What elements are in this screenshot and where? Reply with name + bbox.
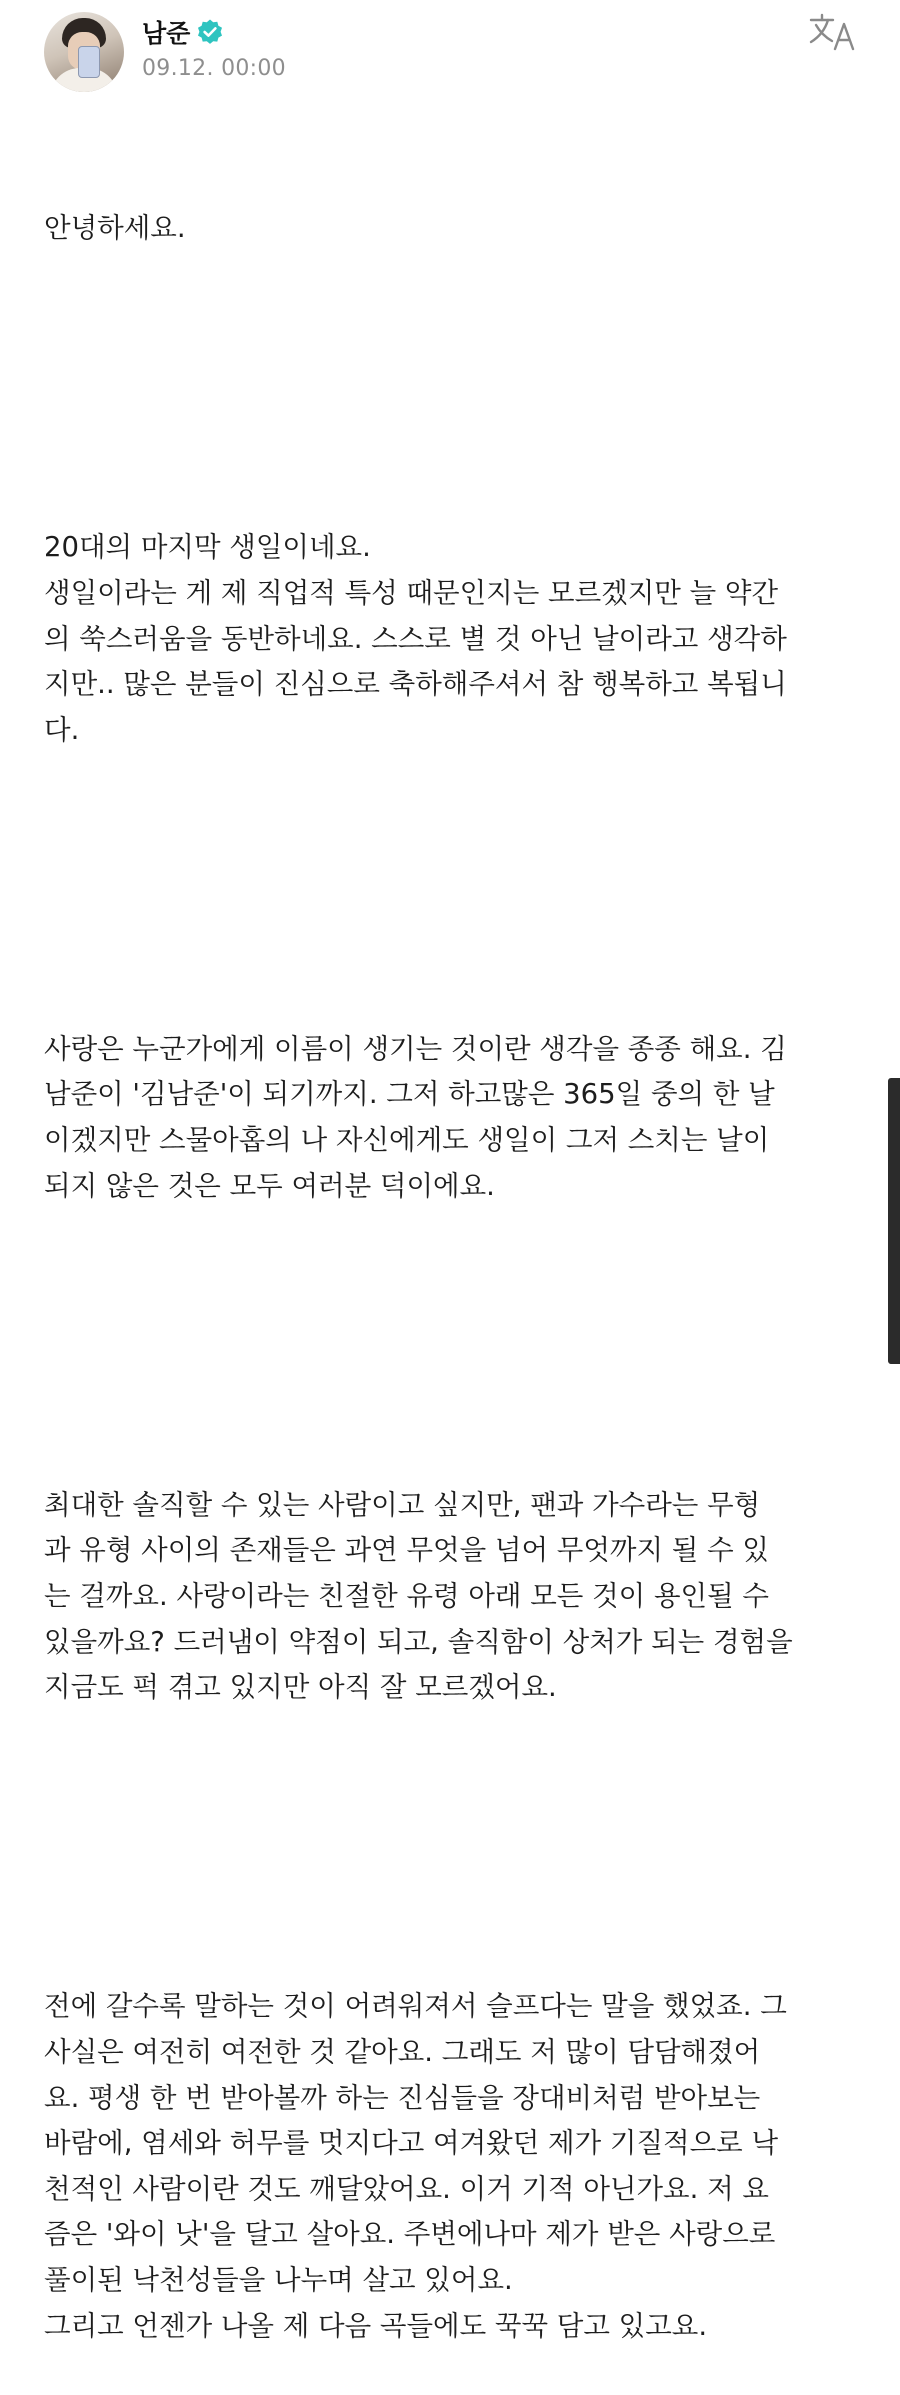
post-timestamp: 09.12. 00:00 — [142, 56, 286, 81]
text-line: 안녕하세요. — [44, 212, 186, 245]
text-line: 지금도 퍽 겪고 있지만 아직 잘 모르겠어요. — [44, 1671, 557, 1704]
text-line: 최대한 솔직할 수 있는 사람이고 싶지만, 팬과 가수라는 무형 — [44, 1488, 761, 1521]
text-line: 남준이 '김남준'이 되기까지. 그저 하고많은 365일 중의 한 날 — [44, 1078, 775, 1111]
paragraph-optimism — [44, 1984, 860, 2349]
text-line: 과 유형 사이의 존재들은 과연 무엇을 넘어 무엇까지 될 수 있 — [44, 1534, 769, 1567]
author-name[interactable]: 남준 — [142, 19, 191, 48]
paragraph-birthday — [44, 525, 860, 753]
paragraph-gap — [44, 1300, 860, 1346]
text-line: 천적인 사람이란 것도 깨달았어요. 이거 기적 아닌가요. 저 요 — [44, 2172, 769, 2205]
text-line: 즘은 '와이 낫'을 달고 살아요. 주변에나마 제가 받은 사랑으로 — [44, 2218, 776, 2251]
paragraph-gap — [44, 1802, 860, 1848]
scrollbar-thumb[interactable] — [888, 1078, 900, 1364]
paragraph-gap — [44, 343, 860, 389]
text-line: 지만.. 많은 분들이 진심으로 축하해주셔서 참 행복하고 복됩니 — [44, 668, 787, 701]
profile-avatar[interactable] — [44, 12, 124, 92]
text-line: 사실은 여전히 여전한 것 같아요. 그래도 저 많이 담담해졌어 — [44, 2035, 761, 2068]
text-line: 다. — [44, 713, 80, 746]
text-line: 풀이된 낙천성들을 나누며 살고 있어요. — [44, 2263, 513, 2296]
post-body — [44, 115, 860, 2395]
text-line: 바람에, 염세와 허무를 멋지다고 여겨왔던 제가 기질적으로 낙 — [44, 2127, 779, 2160]
paragraph-gap — [44, 845, 860, 891]
text-line: 그리고 언젠가 나올 제 다음 곡들에도 꾹꾹 담고 있고요. — [44, 2309, 708, 2342]
text-line: 이겠지만 스물아홉의 나 자신에게도 생일이 그저 스치는 날이 — [44, 1124, 770, 1157]
text-line: 사랑은 누군가에게 이름이 생기는 것이란 생각을 종종 해요. 김 — [44, 1032, 787, 1065]
paragraph-honesty — [44, 1483, 860, 1711]
author-row — [142, 12, 224, 52]
translate-icon[interactable] — [808, 12, 858, 52]
text-line: 20대의 마지막 생일이네요. — [44, 531, 371, 564]
text-line: 생일이라는 게 제 직업적 특성 때문인지는 모르겠지만 늘 약간 — [44, 576, 779, 609]
text-line: 의 쑥스러움을 동반하네요. 스스로 별 것 아닌 날이라고 생각하 — [44, 622, 787, 655]
post-header — [0, 0, 900, 100]
paragraph-love — [44, 1027, 860, 1209]
text-line: 있을까요? 드러냄이 약점이 되고, 솔직함이 상처가 되는 경험을 — [44, 1625, 793, 1658]
avatar-phone — [78, 46, 100, 78]
text-line: 요. 평생 한 번 받아볼까 하는 진심들을 장대비처럼 받아보는 — [44, 2081, 761, 2114]
text-line: 되지 않은 것은 모두 여러분 덕이에요. — [44, 1169, 495, 1202]
verified-badge-icon — [196, 18, 224, 46]
text-line: 는 걸까요. 사랑이라는 친절한 유령 아래 모든 것이 용인될 수 — [44, 1580, 769, 1612]
text-line: 전에 갈수록 말하는 것이 어려워져서 슬프다는 말을 했었죠. 그 — [44, 1990, 787, 2023]
paragraph-greeting — [44, 206, 860, 252]
